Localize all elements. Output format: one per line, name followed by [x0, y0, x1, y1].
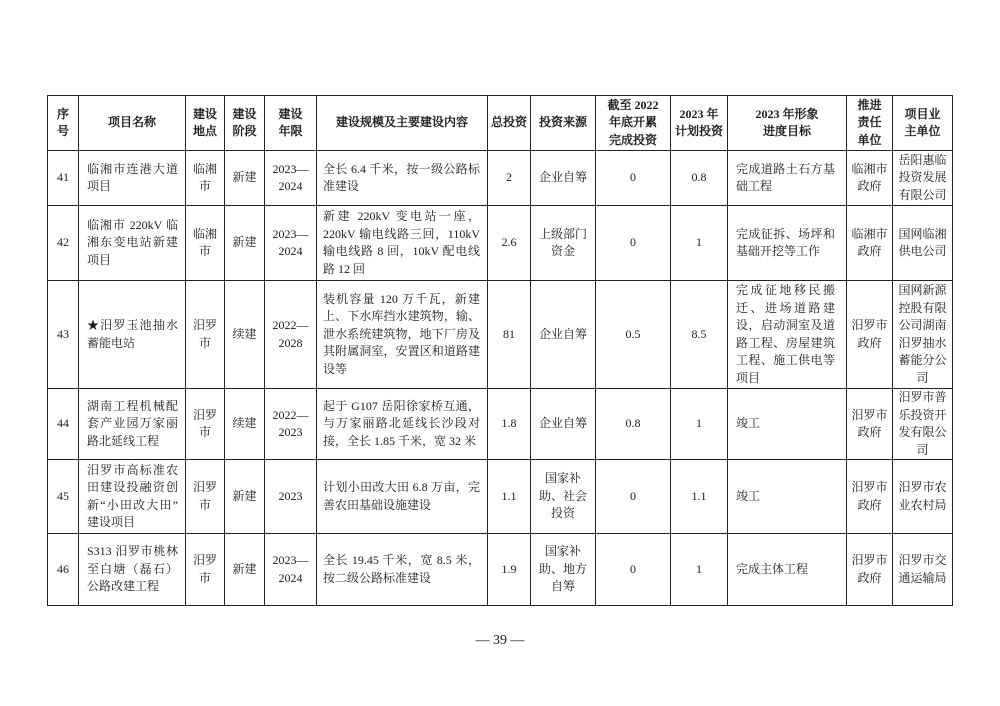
cell-funding-source: 企业自筹 — [531, 151, 596, 206]
cell-funding-source: 国家补助、地方自筹 — [531, 534, 596, 606]
cell-seq: 45 — [48, 460, 79, 534]
cell-period: 2022—2028 — [265, 281, 317, 389]
cell-period: 2023—2024 — [265, 151, 317, 206]
cell-planned-investment: 0.8 — [671, 151, 728, 206]
table-row — [48, 151, 953, 206]
header-responsible-unit: 推进责任单位 — [847, 96, 893, 151]
cell-seq: 41 — [48, 151, 79, 206]
cell-location: 汨罗市 — [186, 389, 225, 460]
header-completed-investment: 截至 2022 年底开累完成投资 — [596, 96, 671, 151]
cell-progress-target: 竣工 — [728, 389, 847, 460]
table-row — [48, 206, 953, 281]
cell-stage: 新建 — [225, 534, 265, 606]
cell-stage: 续建 — [225, 281, 265, 389]
cell-funding-source: 企业自筹 — [531, 281, 596, 389]
cell-stage: 新建 — [225, 151, 265, 206]
cell-planned-investment: 1 — [671, 389, 728, 460]
cell-owner-unit: 国网新源控股有限公司湖南汨罗抽水蓄能分公司 — [893, 281, 953, 389]
header-owner-unit: 项目业主单位 — [893, 96, 953, 151]
cell-progress-target: 完成征地移民搬迁、进场道路建设，启动洞室及道路工程、房屋建筑工程、施工供电等项目 — [728, 281, 847, 389]
cell-owner-unit: 国网临湘供电公司 — [893, 206, 953, 281]
cell-funding-source: 企业自筹 — [531, 389, 596, 460]
cell-total-investment: 1.1 — [488, 460, 531, 534]
cell-project-name: 临湘市 220kV 临湘东变电站新建项目 — [79, 206, 186, 281]
header-location: 建设地点 — [186, 96, 225, 151]
cell-project-name: 临湘市连港大道项目 — [79, 151, 186, 206]
cell-responsible-unit: 汨罗市政府 — [847, 389, 893, 460]
header-period: 建设年限 — [265, 96, 317, 151]
cell-responsible-unit: 汨罗市政府 — [847, 281, 893, 389]
cell-completed-investment: 0 — [596, 206, 671, 281]
cell-project-name: 汨罗市高标准农田建设投融资创新“小田改大田”建设项目 — [79, 460, 186, 534]
cell-period: 2023—2024 — [265, 534, 317, 606]
cell-progress-target: 完成道路土石方基础工程 — [728, 151, 847, 206]
cell-seq: 42 — [48, 206, 79, 281]
header-funding-source: 投资来源 — [531, 96, 596, 151]
cell-responsible-unit: 汨罗市政府 — [847, 534, 893, 606]
cell-total-investment: 81 — [488, 281, 531, 389]
cell-owner-unit: 汨罗市交通运输局 — [893, 534, 953, 606]
cell-project-name: ★汨罗玉池抽水蓄能电站 — [79, 281, 186, 389]
cell-planned-investment: 1 — [671, 534, 728, 606]
cell-content: 装机容量 120 万千瓦，新建上、下水库挡水建筑物，输、泄水系统建筑物，地下厂房及其附属洞室，安置区和道路建设等 — [317, 281, 488, 389]
cell-progress-target: 完成主体工程 — [728, 534, 847, 606]
header-stage: 建设阶段 — [225, 96, 265, 151]
cell-period: 2023—2024 — [265, 206, 317, 281]
header-planned-investment: 2023 年计划投资 — [671, 96, 728, 151]
cell-progress-target: 竣工 — [728, 460, 847, 534]
cell-seq: 43 — [48, 281, 79, 389]
cell-content: 新建 220kV 变电站一座，220kV 输电线路三回，110kV 输电线路 8 回，10kV 配电线路 12 回 — [317, 206, 488, 281]
cell-owner-unit: 岳阳惠临投资发展有限公司 — [893, 151, 953, 206]
cell-completed-investment: 0 — [596, 534, 671, 606]
cell-period: 2022—2023 — [265, 389, 317, 460]
cell-total-investment: 2 — [488, 151, 531, 206]
cell-location: 临湘市 — [186, 151, 225, 206]
cell-content: 起于 G107 岳阳徐家桥互通，与万家丽路北延线长沙段对接，全长 1.85 千米，宽 32 米 — [317, 389, 488, 460]
cell-location: 临湘市 — [186, 206, 225, 281]
table-row — [48, 389, 953, 460]
table-row — [48, 534, 953, 606]
header-content: 建设规模及主要建设内容 — [317, 96, 488, 151]
cell-seq: 46 — [48, 534, 79, 606]
cell-period: 2023 — [265, 460, 317, 534]
header-seq: 序号 — [48, 96, 79, 151]
cell-owner-unit: 汨罗市农业农村局 — [893, 460, 953, 534]
header-project-name: 项目名称 — [79, 96, 186, 151]
cell-responsible-unit: 临湘市政府 — [847, 206, 893, 281]
cell-completed-investment: 0 — [596, 151, 671, 206]
cell-stage: 新建 — [225, 206, 265, 281]
cell-stage: 新建 — [225, 460, 265, 534]
cell-total-investment: 1.8 — [488, 389, 531, 460]
cell-planned-investment: 1.1 — [671, 460, 728, 534]
cell-planned-investment: 8.5 — [671, 281, 728, 389]
cell-location: 汨罗市 — [186, 534, 225, 606]
cell-completed-investment: 0 — [596, 460, 671, 534]
cell-project-name: S313 汨罗市桃林至白塘（磊石）公路改建工程 — [79, 534, 186, 606]
cell-content: 全长 6.4 千米，按一级公路标准建设 — [317, 151, 488, 206]
cell-responsible-unit: 临湘市政府 — [847, 151, 893, 206]
cell-seq: 44 — [48, 389, 79, 460]
cell-content: 全长 19.45 千米，宽 8.5 米，按二级公路标准建设 — [317, 534, 488, 606]
cell-completed-investment: 0.5 — [596, 281, 671, 389]
cell-completed-investment: 0.8 — [596, 389, 671, 460]
cell-location: 汨罗市 — [186, 281, 225, 389]
cell-owner-unit: 汨罗市普乐投资开发有限公司 — [893, 389, 953, 460]
page-number: — 39 — — [475, 633, 525, 648]
cell-funding-source: 国家补助、社会投资 — [531, 460, 596, 534]
cell-stage: 续建 — [225, 389, 265, 460]
table-header-row — [48, 96, 953, 151]
cell-content: 计划小田改大田 6.8 万亩，完善农田基础设施建设 — [317, 460, 488, 534]
header-progress-target: 2023 年形象进度目标 — [728, 96, 847, 151]
cell-responsible-unit: 汨罗市政府 — [847, 460, 893, 534]
cell-project-name: 湖南工程机械配套产业园万家丽路北延线工程 — [79, 389, 186, 460]
cell-funding-source: 上级部门资金 — [531, 206, 596, 281]
cell-progress-target: 完成征拆、场坪和基础开挖等工作 — [728, 206, 847, 281]
header-total-investment: 总投资 — [488, 96, 531, 151]
cell-total-investment: 1.9 — [488, 534, 531, 606]
project-table — [47, 95, 953, 606]
table-row — [48, 460, 953, 534]
cell-planned-investment: 1 — [671, 206, 728, 281]
table-row — [48, 281, 953, 389]
cell-total-investment: 2.6 — [488, 206, 531, 281]
cell-location: 汨罗市 — [186, 460, 225, 534]
